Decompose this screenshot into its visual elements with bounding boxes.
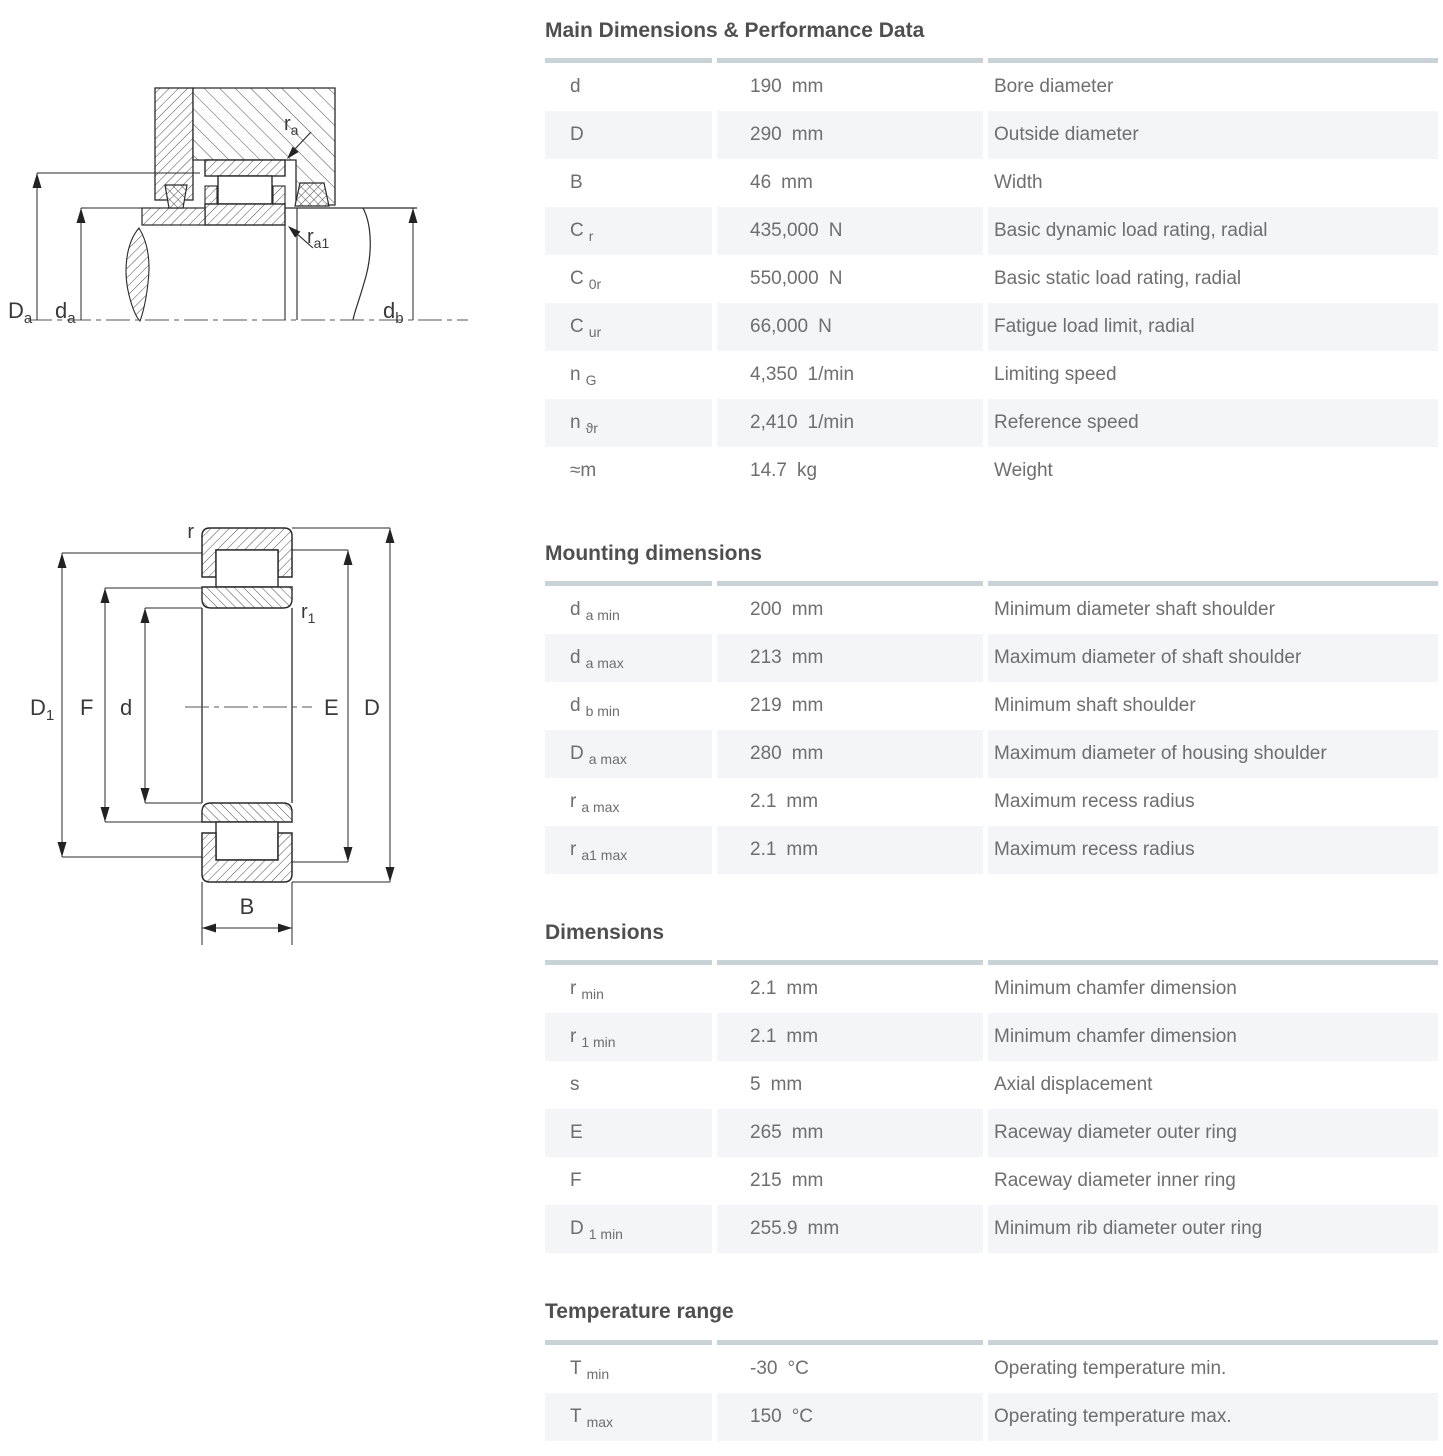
table-row [545, 682, 1438, 730]
symbol-cell [545, 965, 712, 1013]
value-number: 290 [750, 124, 782, 146]
value-number: 2.1 [750, 1026, 777, 1048]
table-row [545, 826, 1438, 874]
value-number: 2.1 [750, 791, 777, 813]
value-cell [717, 255, 983, 303]
symbol-cell [545, 207, 712, 255]
value-number: 150 [750, 1405, 782, 1427]
value-number: 213 [750, 647, 782, 669]
label-E: E [324, 695, 339, 720]
value-cell [717, 447, 983, 495]
symbol-base: r [570, 978, 577, 1000]
symbol-base: E [570, 1122, 583, 1144]
value-unit: mm [791, 695, 824, 717]
table-row [545, 1345, 1438, 1393]
technical-drawings-panel [0, 0, 545, 1456]
right-seal [295, 183, 329, 206]
value-unit: 1/min [807, 364, 855, 386]
value-cell [717, 399, 983, 447]
symbol-cell [545, 1205, 712, 1253]
value-cell [717, 1393, 983, 1441]
table-row [545, 730, 1438, 778]
symbol-cell [545, 634, 712, 682]
value-unit: N [828, 268, 843, 290]
symbol-subscript: ϑr [585, 420, 598, 437]
value-cell [717, 730, 983, 778]
symbol-cell [545, 1013, 712, 1061]
spec-section [545, 542, 1438, 874]
table-row [545, 447, 1438, 495]
spec-table [545, 960, 1438, 1253]
description-cell: Basic dynamic load rating, radial [988, 207, 1438, 255]
symbol-cell [545, 63, 712, 111]
spec-table [545, 581, 1438, 874]
description-cell: Minimum rib diameter outer ring [988, 1205, 1438, 1253]
value-cell [717, 207, 983, 255]
symbol-cell [545, 1345, 712, 1393]
symbol-cell [545, 399, 712, 447]
value-cell [717, 826, 983, 874]
symbol-subscript: ur [588, 324, 602, 341]
label-F: F [80, 695, 94, 720]
symbol-cell [545, 351, 712, 399]
symbol-base: d [570, 599, 581, 621]
value-unit: mm [786, 791, 819, 813]
section-title: Main Dimensions & Performance Data [545, 19, 925, 42]
symbol-base: n [570, 412, 581, 434]
symbol-base: r [570, 1026, 577, 1048]
table-row [545, 207, 1438, 255]
description-cell: Maximum recess radius [988, 826, 1438, 874]
bearing-section [205, 160, 285, 225]
symbol-cell [545, 1157, 712, 1205]
value-number: 200 [750, 599, 782, 621]
symbol-cell [545, 682, 712, 730]
bearing-rings [202, 528, 292, 882]
value-number: 66,000 [750, 316, 809, 338]
label-db: $d_b$ [383, 298, 404, 327]
table-row [545, 159, 1438, 207]
table-row [545, 1205, 1438, 1253]
value-cell [717, 1061, 983, 1109]
roller-top [216, 550, 278, 587]
symbol-base: D [570, 124, 584, 146]
inner-ring-top [202, 587, 292, 608]
inner-ring-bottom [202, 803, 292, 822]
value-unit: °C [791, 1405, 814, 1427]
description-cell: Minimum chamfer dimension [988, 1013, 1438, 1061]
symbol-base: r [570, 839, 577, 861]
value-cell [717, 303, 983, 351]
symbol-cell [545, 826, 712, 874]
symbol-subscript: a min [585, 607, 620, 624]
spec-table [545, 58, 1438, 495]
description-cell: Minimum chamfer dimension [994, 978, 1237, 1000]
symbol-base: d [570, 76, 581, 98]
value-number: 215 [750, 1170, 782, 1192]
symbol-base: ≈m [570, 460, 597, 482]
value-unit: mm [791, 1170, 824, 1192]
symbol-subscript: max [586, 1413, 614, 1430]
description-cell: Width [994, 172, 1043, 194]
table-row [545, 778, 1438, 826]
symbol-cell [545, 778, 712, 826]
symbol-subscript: 0r [588, 276, 602, 293]
description-cell: Raceway diameter inner ring [994, 1170, 1236, 1192]
label-D: D [364, 695, 380, 720]
symbol-base: T [570, 1357, 582, 1379]
symbol-cell [545, 159, 712, 207]
symbol-base: C [570, 268, 584, 290]
symbol-cell [545, 1061, 712, 1109]
shaft-shoulder [142, 208, 205, 225]
value-cell [717, 1109, 983, 1157]
section-title: Temperature range [545, 1300, 734, 1324]
description-cell: Limiting speed [994, 364, 1117, 386]
symbol-cell [545, 255, 712, 303]
label-ra1: $r_{a1}$ [307, 226, 330, 251]
value-unit: mm [786, 978, 819, 1000]
symbol-base: C [570, 316, 584, 338]
value-cell [717, 682, 983, 730]
symbol-cell [545, 303, 712, 351]
symbol-cell [545, 1109, 712, 1157]
table-row [545, 351, 1438, 399]
description-cell: Maximum diameter of housing shoulder [988, 730, 1438, 778]
description-cell: Maximum diameter of shaft shoulder [988, 634, 1438, 682]
value-unit: mm [786, 1026, 819, 1048]
symbol-subscript: 1 min [581, 1034, 616, 1051]
spec-table [545, 1340, 1438, 1441]
symbol-base: n [570, 364, 581, 386]
spec-section [545, 1300, 1438, 1440]
symbol-base: d [570, 695, 581, 717]
value-unit: kg [796, 460, 818, 482]
description-cell: Axial displacement [994, 1074, 1153, 1096]
symbol-base: r [570, 791, 577, 813]
table-row [545, 586, 1438, 634]
table-row [545, 63, 1438, 111]
value-unit: mm [791, 599, 824, 621]
value-number: 5 [750, 1074, 761, 1096]
section-title: Dimensions [545, 921, 665, 945]
description-cell: Weight [994, 460, 1053, 482]
symbol-base: d [570, 647, 581, 669]
value-number: 2.1 [750, 978, 777, 1000]
shaft-fillet [126, 228, 149, 321]
mounting-drawing [0, 55, 540, 365]
section-title: Mounting dimensions [545, 542, 762, 566]
value-cell [717, 111, 983, 159]
description-cell: Raceway diameter outer ring [988, 1109, 1438, 1157]
table-row [545, 303, 1438, 351]
value-cell [717, 586, 983, 634]
value-cell [717, 1013, 983, 1061]
label-D1: $D_1$ [30, 695, 55, 724]
value-cell [717, 778, 983, 826]
value-number: 435,000 [750, 220, 819, 242]
table-row [545, 1013, 1438, 1061]
value-number: 550,000 [750, 268, 819, 290]
description-cell: Operating temperature max. [988, 1393, 1438, 1441]
value-unit: mm [786, 839, 819, 861]
symbol-cell [545, 1393, 712, 1441]
spec-tables-panel [545, 0, 1438, 1441]
value-unit: 1/min [807, 412, 855, 434]
description-cell: Reference speed [988, 399, 1438, 447]
symbol-subscript: r [588, 228, 594, 245]
table-row [545, 1109, 1438, 1157]
table-row [545, 1157, 1438, 1205]
value-unit: mm [781, 172, 813, 194]
value-unit: mm [791, 1122, 824, 1144]
symbol-subscript: a1 max [581, 847, 628, 864]
value-cell [717, 965, 983, 1013]
value-unit: N [818, 316, 832, 338]
roller-bottom [216, 822, 278, 860]
symbol-base: D [570, 1218, 584, 1240]
value-unit: mm [807, 1218, 840, 1240]
value-unit: mm [791, 76, 824, 98]
roller [218, 176, 272, 204]
description-cell: Fatigue load limit, radial [988, 303, 1438, 351]
table-row [545, 399, 1438, 447]
table-row [545, 634, 1438, 682]
value-cell [717, 1205, 983, 1253]
value-cell [717, 1345, 983, 1393]
symbol-subscript: 1 min [588, 1226, 623, 1243]
value-number: 2.1 [750, 839, 777, 861]
value-number: 46 [750, 172, 772, 194]
symbol-base: F [570, 1170, 582, 1192]
label-B: B [239, 894, 255, 919]
value-cell [717, 1157, 983, 1205]
symbol-subscript: a max [581, 799, 620, 816]
table-row [545, 111, 1438, 159]
table-row [545, 1393, 1438, 1441]
description-cell: Outside diameter [988, 111, 1438, 159]
description-cell: Operating temperature min. [994, 1357, 1227, 1379]
value-number: 4,350 [750, 364, 798, 386]
symbol-base: s [570, 1074, 580, 1096]
symbol-base: C [570, 220, 584, 242]
description-cell: Basic static load rating, radial [994, 268, 1242, 290]
table-row [545, 965, 1438, 1013]
value-number: 219 [750, 695, 782, 717]
symbol-subscript: b min [585, 703, 620, 720]
symbol-subscript: a max [585, 655, 624, 672]
label-ra: $r_a$ [284, 113, 299, 138]
spec-section [545, 19, 1438, 495]
label-Da: $D_a$ [8, 298, 33, 327]
value-number: 280 [750, 743, 782, 765]
value-number: 190 [750, 76, 782, 98]
symbol-base: B [570, 172, 583, 194]
value-cell [717, 159, 983, 207]
shaft-contour [285, 208, 417, 320]
description-cell: Minimum shaft shoulder [994, 695, 1196, 717]
symbol-subscript: a max [588, 751, 627, 768]
value-unit: mm [791, 743, 824, 765]
symbol-subscript: min [581, 986, 604, 1003]
value-unit: mm [770, 1074, 803, 1096]
symbol-subscript: min [586, 1365, 610, 1382]
label-r: r [187, 521, 194, 543]
symbol-base: T [570, 1405, 582, 1427]
value-cell [717, 63, 983, 111]
description-cell: Minimum diameter shaft shoulder [994, 599, 1275, 621]
value-number: 255.9 [750, 1218, 798, 1240]
symbol-base: D [570, 743, 584, 765]
value-unit: N [828, 220, 843, 242]
spec-section [545, 921, 1438, 1253]
label-d: d [120, 695, 133, 720]
bearing-cross-section-drawing [0, 500, 540, 960]
left-seal [165, 185, 187, 208]
symbol-subscript: G [585, 372, 597, 389]
label-r1: $r_1$ [301, 601, 316, 626]
symbol-cell [545, 447, 712, 495]
symbol-cell [545, 730, 712, 778]
table-row [545, 1061, 1438, 1109]
table-row [545, 255, 1438, 303]
value-cell [717, 634, 983, 682]
value-number: -30 [750, 1357, 778, 1379]
value-number: 2,410 [750, 412, 798, 434]
description-cell: Bore diameter [994, 76, 1114, 98]
symbol-cell [545, 586, 712, 634]
value-number: 265 [750, 1122, 782, 1144]
value-cell [717, 351, 983, 399]
value-unit: mm [791, 647, 824, 669]
value-number: 14.7 [750, 460, 787, 482]
value-unit: mm [791, 124, 824, 146]
description-cell: Maximum recess radius [994, 791, 1195, 813]
symbol-cell [545, 111, 712, 159]
label-da: $d_a$ [55, 298, 76, 327]
value-unit: °C [787, 1357, 809, 1379]
